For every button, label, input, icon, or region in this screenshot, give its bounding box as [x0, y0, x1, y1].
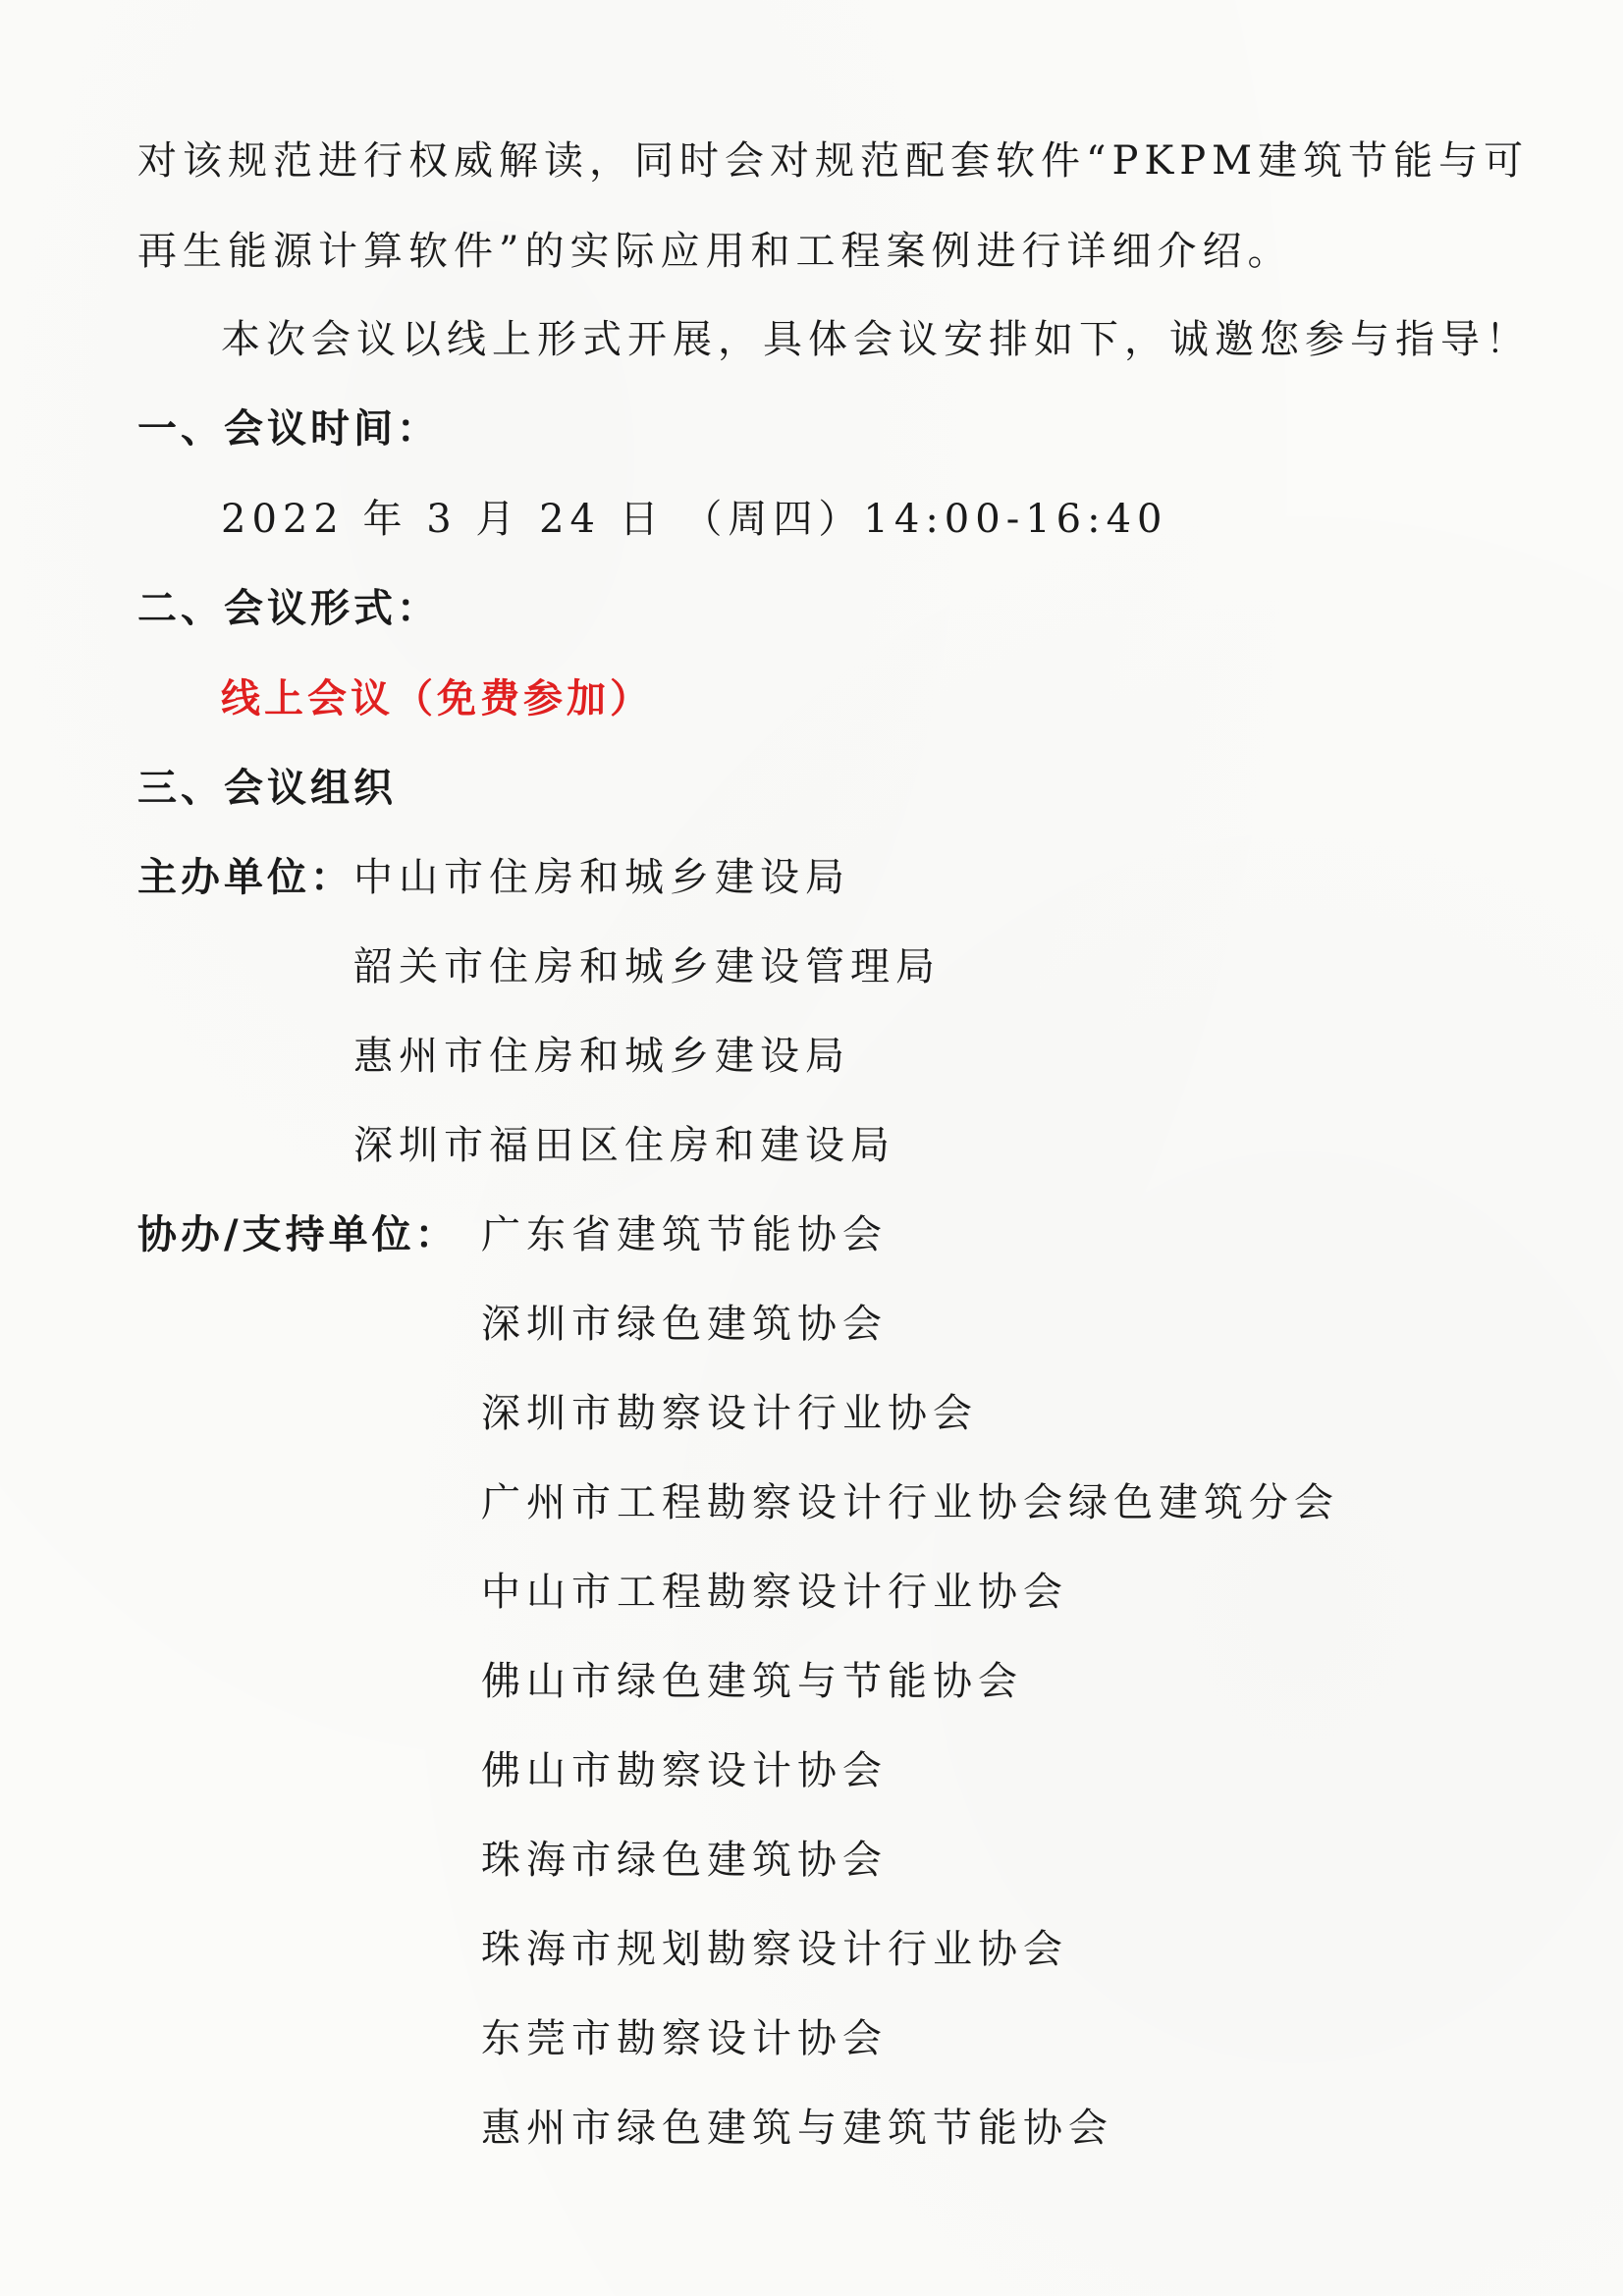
intro-line-3: 本次会议以线上形式开展，具体会议安排如下，诚邀您参与指导！ — [221, 317, 1531, 362]
intro-line-2: 再生能源计算软件”的实际应用和工程案例进行详细介绍。 — [137, 229, 1293, 274]
supporter-item: 东莞市勘察设计协会 — [481, 2016, 888, 2061]
host-item: 惠州市住房和城乡建设局 — [353, 1034, 850, 1079]
host-item: 深圳市福田区住房和建设局 — [353, 1123, 895, 1168]
supporters-label: 协办/支持单位： — [137, 1212, 459, 1257]
host-item: 韶关市住房和城乡建设管理局 — [353, 944, 941, 989]
meeting-time: 2022 年 3 月 24 日 （周四）14:00-16:40 — [221, 497, 1168, 542]
intro-line-1: 对该规范进行权威解读，同时会对规范配套软件“PKPM建筑节能与可 — [137, 138, 1530, 184]
section-heading-time: 一、会议时间： — [137, 406, 440, 452]
supporter-item: 中山市工程勘察设计行业协会 — [481, 1570, 1068, 1615]
supporter-item: 惠州市绿色建筑与建筑节能协会 — [481, 2106, 1113, 2151]
section-heading-format: 二、会议形式： — [137, 586, 440, 631]
supporter-item: 广东省建筑节能协会 — [481, 1212, 888, 1257]
supporter-item: 珠海市绿色建筑协会 — [481, 1838, 888, 1883]
supporter-item: 深圳市绿色建筑协会 — [481, 1302, 888, 1347]
supporter-item: 佛山市勘察设计协会 — [481, 1748, 888, 1793]
section-heading-organization: 三、会议组织 — [137, 766, 397, 811]
meeting-format: 线上会议（免费参加） — [221, 676, 653, 721]
host-item: 中山市住房和城乡建设局 — [353, 855, 850, 900]
supporter-item: 深圳市勘察设计行业协会 — [481, 1391, 978, 1436]
supporter-item: 广州市工程勘察设计行业协会绿色建筑分会 — [481, 1480, 1339, 1525]
supporter-item: 珠海市规划勘察设计行业协会 — [481, 1927, 1068, 1972]
supporter-item: 佛山市绿色建筑与节能协会 — [481, 1659, 1023, 1704]
hosts-label: 主办单位： — [137, 855, 353, 900]
